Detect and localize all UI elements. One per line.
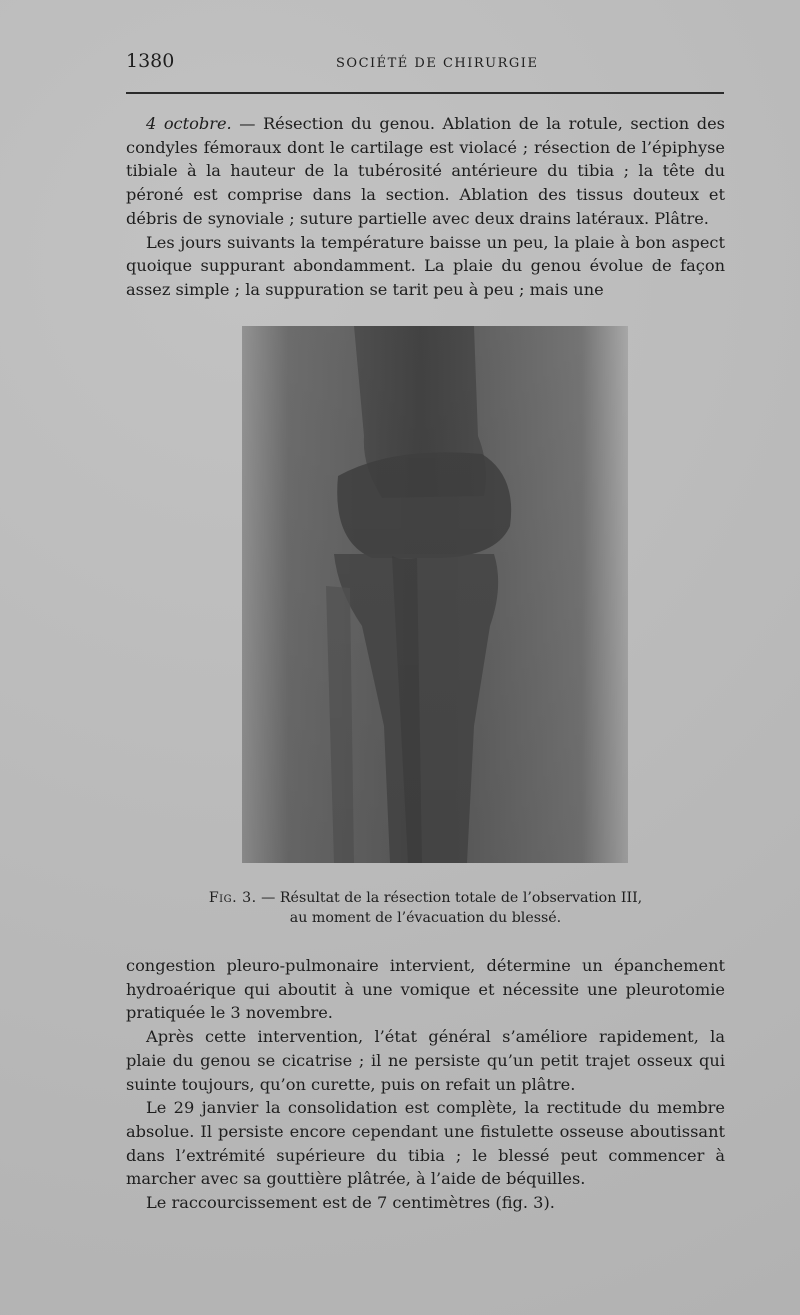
header-rule: [126, 92, 724, 94]
body-text-bottom: [126, 954, 725, 1215]
figure-caption: [126, 888, 725, 928]
page-number: 1380: [126, 50, 175, 72]
paragraph-shortening: Le raccourcissement est de 7 centimètres (fig. 3).: [146, 1193, 555, 1213]
paragraph-congestion: congestion pleuro-pulmonaire intervient, détermine un épanchement hydroaérique qui aboutit à une vomique et nécessite une pleurotomie pratiquée le 3 novembre.: [126, 956, 725, 1023]
xray-figure: [242, 326, 628, 863]
paragraph-october-text: — Résection du genou. Ablation de la rotule, section des condyles fémoraux dont le cartilage est violacé ; résection de l’épiphyse tibiale à la hauteur de la tubérosité antérieure du tibia ; la tête du péroné est comprise dans la section. Ablation des tissus douteux et débris de synoviale ; suture partielle avec deux drains latéraux. Plâtre.: [126, 114, 725, 228]
body-text-top: [126, 112, 725, 302]
figure-label: Fig. 3.: [208, 890, 257, 906]
caption-line-2: au moment de l’évacuation du blessé.: [289, 910, 562, 926]
page-header: [126, 50, 726, 80]
date-label: 4 octobre.: [146, 114, 232, 133]
caption-line-1-text: — Résultat de la résection totale de l’observation III,: [256, 890, 643, 906]
paragraph-january: Le 29 janvier la consolidation est complète, la rectitude du membre absolue. Il persiste encore cependant une fistulette osseuse aboutissant dans l’extrémité supérieure du tibia ; le blessé peut commencer à marcher avec sa gouttière plâtrée, à l’aide de béquilles.: [126, 1098, 725, 1189]
caption-line-1: [126, 888, 725, 908]
running-head: SOCIÉTÉ DE CHIRURGIE: [336, 56, 539, 71]
paragraph-after-intervention: Après cette intervention, l’état général s’améliore rapidement, la plaie du genou se cicatrise ; il ne persiste qu’un petit trajet osseux qui suinte toujours, qu’on curette, puis on refait un plâtre.: [126, 1027, 725, 1094]
paragraph-october: [126, 112, 725, 231]
knee-xray-image: [242, 326, 628, 863]
paragraph-following-days: Les jours suivants la température baisse un peu, la plaie à bon aspect quoique suppurant abondamment. La plaie du genou évolue de façon assez simple ; la suppuration se tarit peu à peu ; mais une: [126, 232, 725, 299]
